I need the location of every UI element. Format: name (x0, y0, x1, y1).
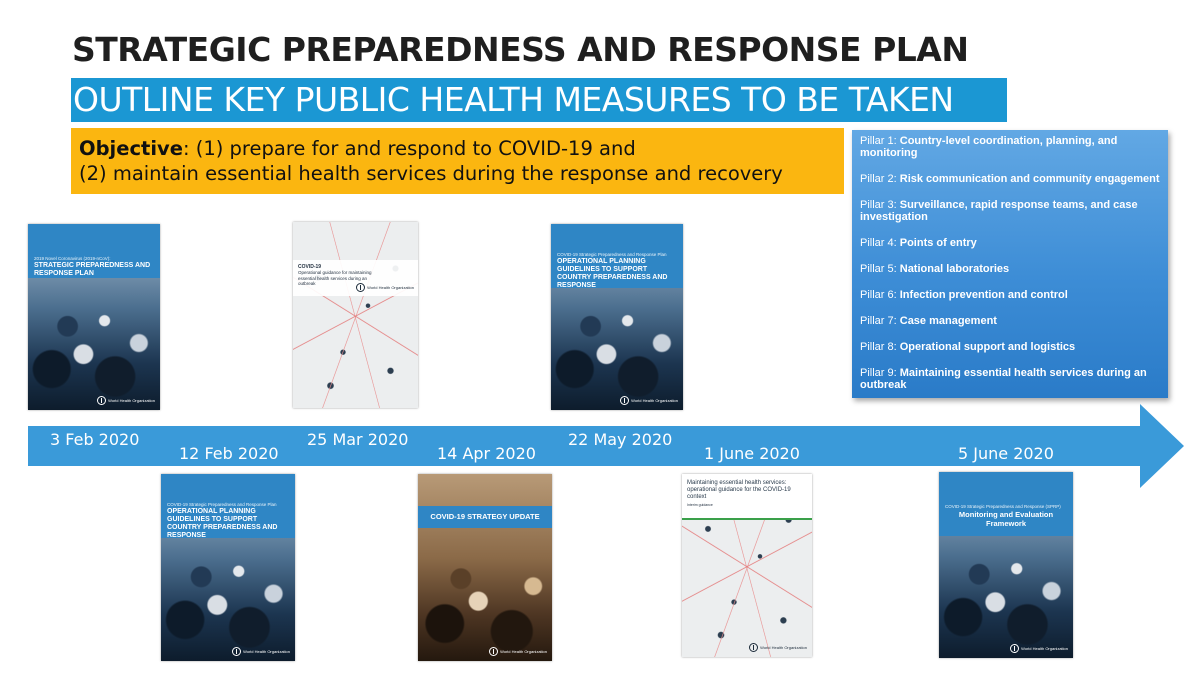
who-logo: World Health Organization (489, 647, 547, 656)
who-emblem-icon (232, 647, 241, 656)
cover-header: COVID-19 Strategic Preparedness and Response Plan (167, 502, 277, 507)
who-logo: World Health Organization (356, 283, 414, 292)
cover-title: COVID-19 STRATEGY UPDATE (430, 512, 540, 521)
cover-me-framework-jun-5[interactable] (939, 472, 1073, 658)
objective-box (71, 128, 844, 194)
pillar-1: Pillar 1: Country-level coordination, planning, and monitoring (860, 135, 1118, 159)
pillar-3: Pillar 3: Surveillance, rapid response teams, and case investigation (860, 199, 1138, 223)
who-emblem-icon (489, 647, 498, 656)
cover-header: COVID-19 Strategic Preparedness and Response Plan (557, 252, 667, 257)
pillar-8: Pillar 8: Operational support and logistics (860, 341, 1076, 353)
who-logo: World Health Organization (1010, 644, 1068, 653)
objective-line-2: (2) maintain essential health services during the response and recovery (79, 162, 783, 185)
cover-title: Operational guidance for maintaining essential health services during an outbreak (298, 270, 372, 286)
cover-opg-may-22[interactable] (551, 224, 683, 410)
pillar-6: Pillar 6: Infection prevention and control (860, 289, 1068, 301)
cover-header: COVID-19 (298, 264, 322, 270)
date-3-feb-2020: 3 Feb 2020 (50, 430, 140, 449)
date-12-feb-2020: 12 Feb 2020 (179, 444, 279, 463)
cover-title: Monitoring and Evaluation Framework (958, 510, 1054, 528)
who-logo: World Health Organization (97, 396, 155, 405)
cover-title: OPERATIONAL PLANNING GUIDELINES TO SUPPORT COUNTRY PREPAREDNESS AND RESPONSE (557, 258, 668, 289)
objective-label: Objective (79, 137, 183, 160)
pillar-7: Pillar 7: Case management (860, 315, 997, 327)
cover-subtitle: Interim guidance (687, 503, 713, 507)
objective-line-1 (79, 136, 844, 161)
who-emblem-icon (1010, 644, 1019, 653)
cover-ehs-guidance-mar-25[interactable] (293, 222, 418, 408)
who-logo: World Health Organization (620, 396, 678, 405)
cover-title: Maintaining essential health services: operational guidance for the COVID-19 context (687, 480, 791, 500)
who-emblem-icon (356, 283, 365, 292)
cover-strategy-update-apr-14[interactable] (418, 474, 552, 661)
cover-header: 2019 Novel Coronavirus (2019-nCoV): (34, 256, 111, 261)
cover-header: COVID-19 Strategic Preparedness and Response (SPRP) (945, 504, 1061, 509)
cover-opg-feb-12[interactable] (161, 474, 295, 661)
date-22-may-2020: 22 May 2020 (568, 430, 673, 449)
who-logo: World Health Organization (232, 647, 290, 656)
pillar-9: Pillar 9: Maintaining essential health services during an outbreak (860, 367, 1147, 391)
who-emblem-icon (620, 396, 629, 405)
date-5-june-2020: 5 June 2020 (958, 444, 1054, 463)
who-emblem-icon (749, 643, 758, 652)
pillar-4: Pillar 4: Points of entry (860, 237, 977, 249)
cover-ehs-guidance-jun-1[interactable] (682, 474, 812, 657)
cover-sprp-feb-3[interactable] (28, 224, 160, 410)
cover-title: STRATEGIC PREPAREDNESS AND RESPONSE PLAN (34, 262, 151, 277)
date-1-june-2020: 1 June 2020 (704, 444, 800, 463)
date-14-apr-2020: 14 Apr 2020 (437, 444, 536, 463)
pillar-5: Pillar 5: National laboratories (860, 263, 1010, 275)
page-title: STRATEGIC PREPAREDNESS AND RESPONSE PLAN (72, 30, 969, 69)
date-25-mar-2020: 25 Mar 2020 (307, 430, 409, 449)
objective-text-1: : (1) prepare for and respond to COVID-19 and (182, 137, 636, 160)
who-logo: World Health Organization (749, 643, 807, 652)
page-subtitle: OUTLINE KEY PUBLIC HEALTH MEASURES TO BE TAKEN (71, 78, 1007, 122)
pillar-2: Pillar 2: Risk communication and community engagement (860, 173, 1160, 185)
cover-title: OPERATIONAL PLANNING GUIDELINES TO SUPPORT COUNTRY PREPAREDNESS AND RESPONSE (167, 508, 278, 539)
who-emblem-icon (97, 396, 106, 405)
pillars-box (852, 130, 1168, 398)
